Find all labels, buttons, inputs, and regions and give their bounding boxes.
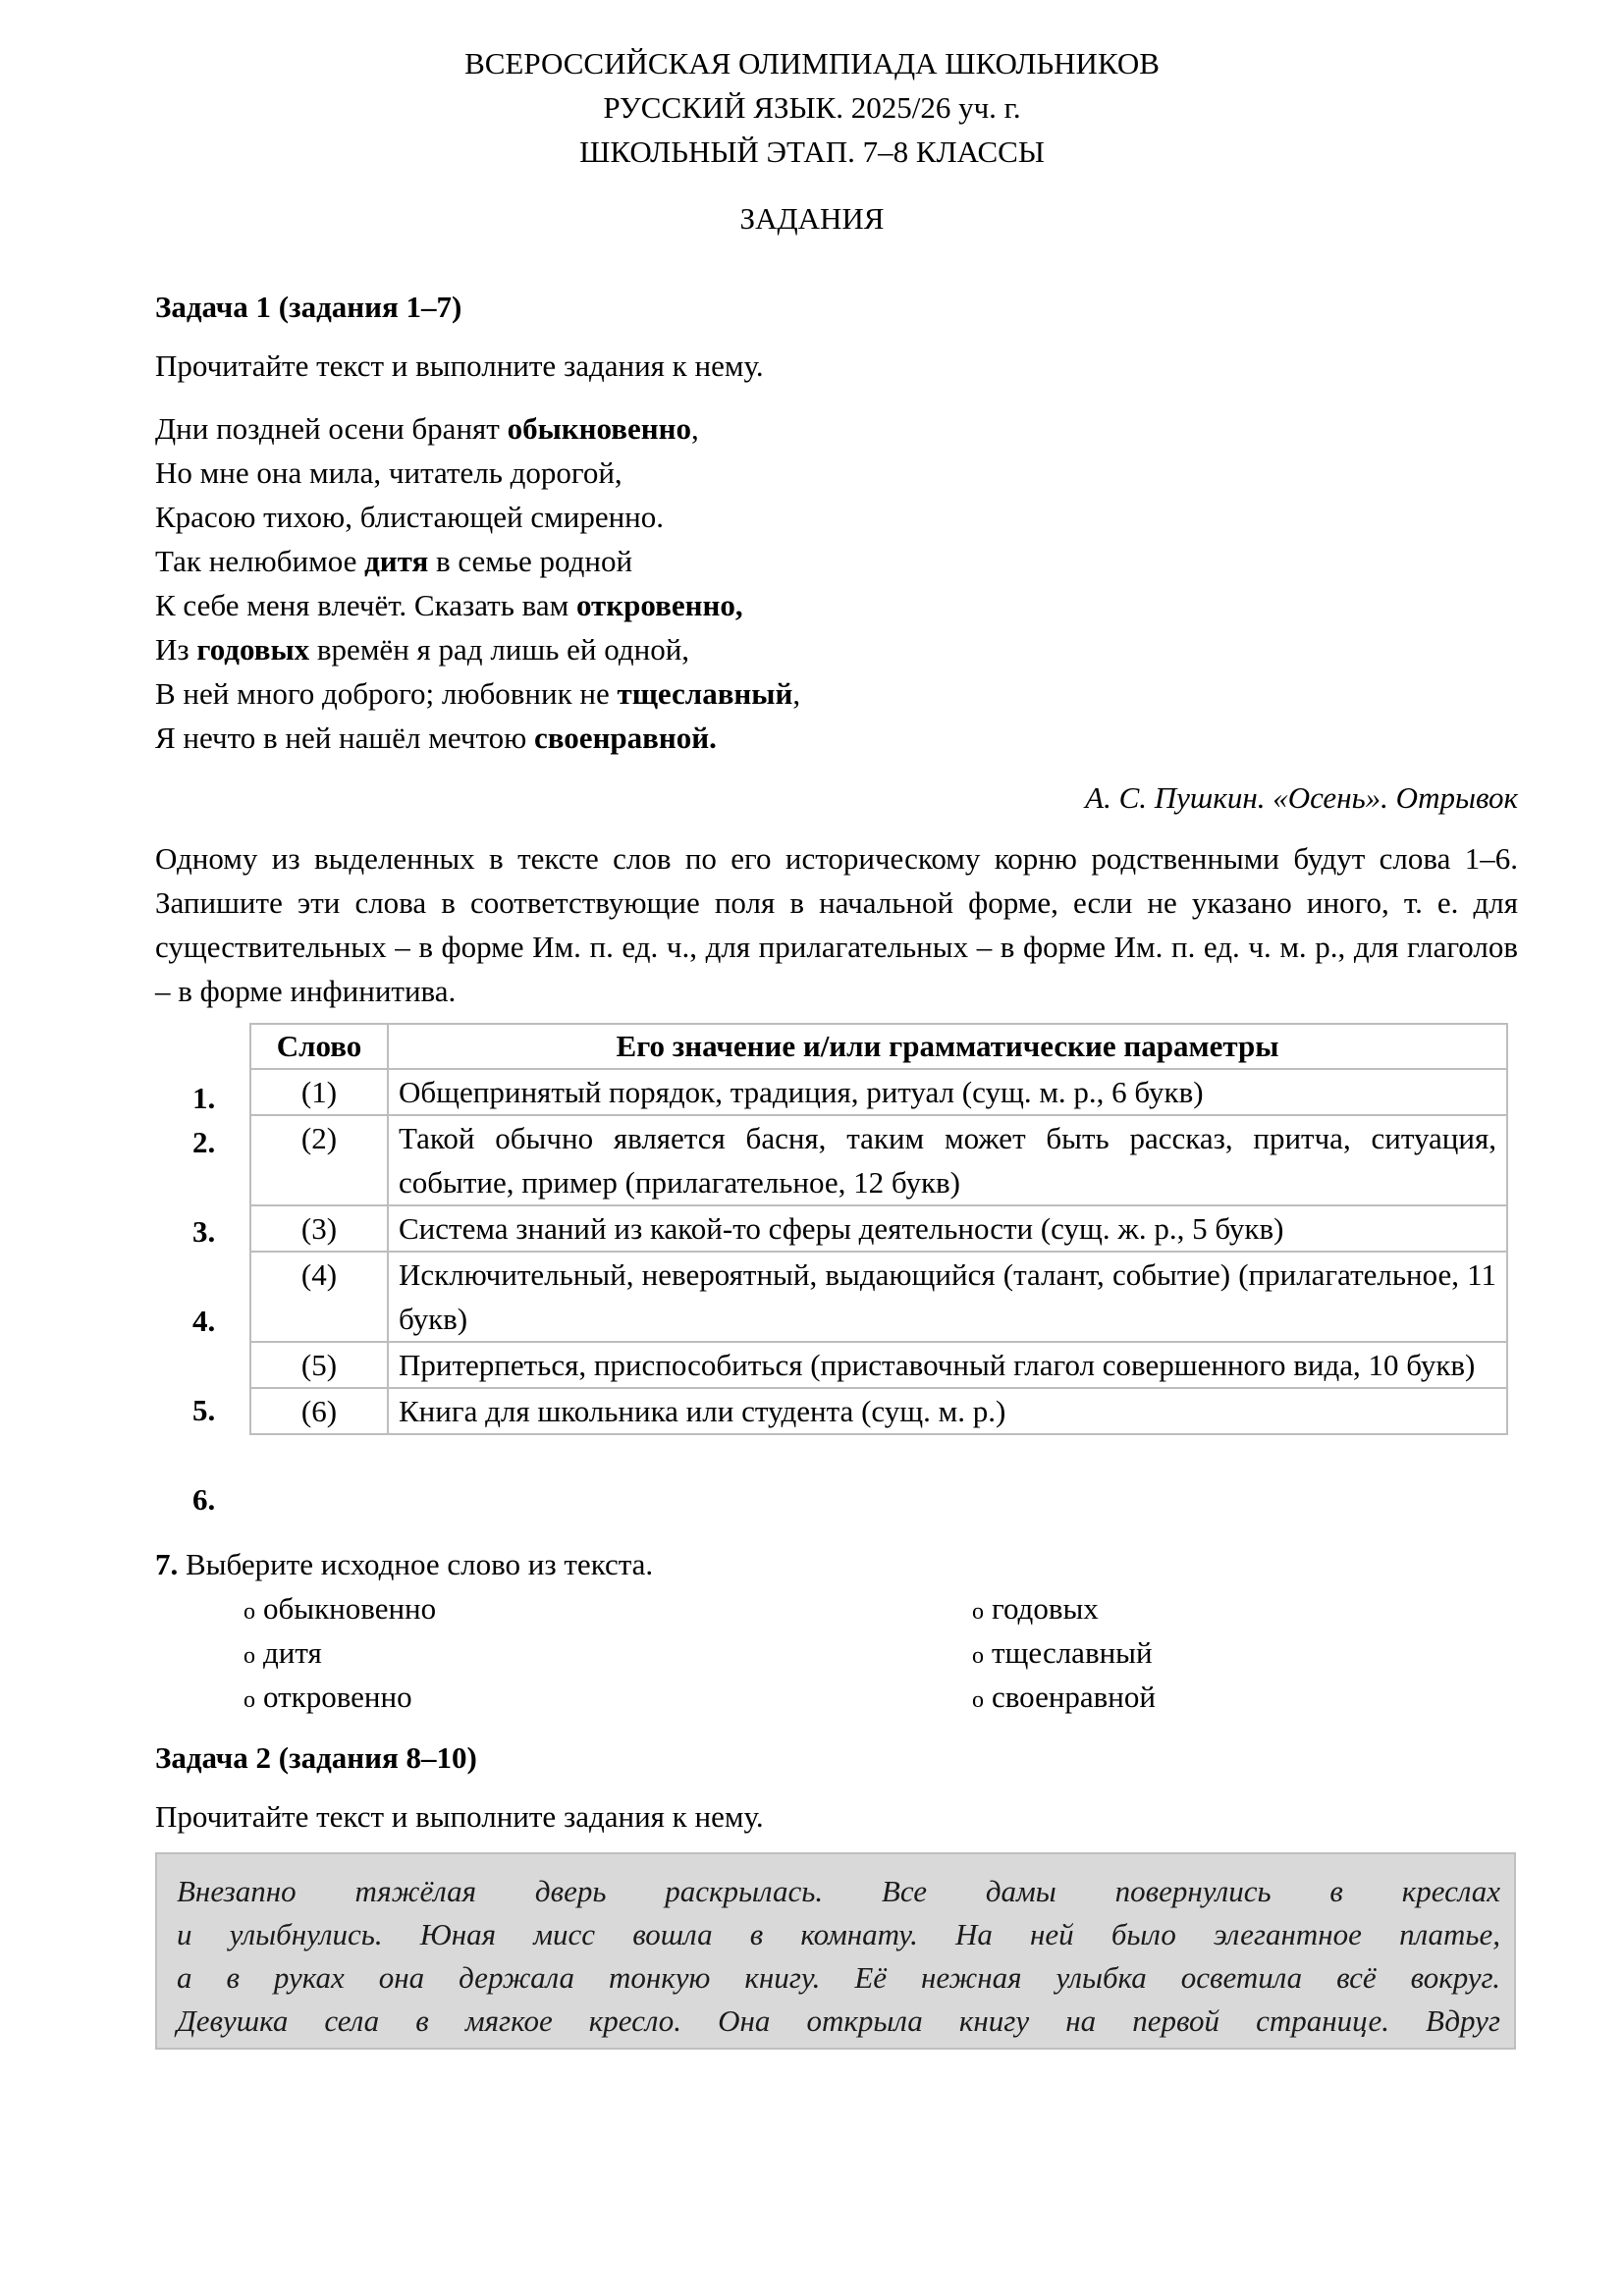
poem-line (155, 539, 1518, 583)
word-meaning: Исключительный, невероятный, выдающийся (талант, событие) (прилагательное, 11 букв) (388, 1252, 1507, 1342)
highlighted-word: откровенно, (575, 588, 743, 622)
table-header-row (250, 1024, 1507, 1069)
row-number: 4. (192, 1304, 216, 1338)
column-header-meaning: Его значение и/или грамматические параметры (388, 1024, 1507, 1069)
passage-line: Девушка села в мягкое кресло. Она открыла книгу на первой странице. Вдруг (177, 2003, 1500, 2038)
poem-text: Дни поздней осени бранят (155, 411, 508, 446)
poem-line (155, 583, 1518, 627)
poem-line (155, 716, 1518, 760)
word-field[interactable]: (6) (250, 1388, 388, 1434)
poem-text: К себе меня влечёт. Сказать вам (155, 588, 576, 622)
section-title-wrap (0, 196, 1624, 240)
poem-text: , (792, 676, 801, 711)
table-row (250, 1205, 1507, 1252)
option-label: дитя (263, 1635, 322, 1670)
row-number: 1. (192, 1081, 216, 1115)
option-label: годовых (992, 1591, 1099, 1626)
poem-line (155, 495, 1518, 539)
poem-line (155, 671, 1518, 716)
task1-subtitle: (задания 1–7) (278, 290, 462, 324)
row-number: 5. (192, 1393, 216, 1427)
question-text: Выберите исходное слово из текста. (178, 1547, 654, 1581)
word-field[interactable]: (4) (250, 1252, 388, 1342)
passage-line: и улыбнулись. Юная мисс вошла в комнату. На ней было элегантное платье, (177, 1917, 1500, 1951)
table-row (250, 1388, 1507, 1434)
stage-grades: ШКОЛЬНЫЙ ЭТАП. 7–8 КЛАССЫ (579, 134, 1045, 169)
option-label: своенравной (992, 1680, 1156, 1714)
olympiad-title: ВСЕРОССИЙСКАЯ ОЛИМПИАДА ШКОЛЬНИКОВ (464, 46, 1160, 80)
word-meaning: Общепринятый порядок, традиция, ритуал (сущ. м. р., 6 букв) (388, 1069, 1507, 1115)
option-label: тщеславный (992, 1635, 1153, 1670)
row-number: 6. (192, 1482, 216, 1517)
passage-line: Внезапно тяжёлая дверь раскрылась. Все дамы повернулись в креслах (177, 1874, 1500, 1908)
poem-attribution: А. С. Пушкин. «Осень». Отрывок (1085, 780, 1518, 815)
radio-circle-icon[interactable]: o (972, 1599, 984, 1625)
highlighted-word: годовых (196, 632, 310, 667)
table-row (250, 1252, 1507, 1342)
radio-option-otkrovenno[interactable] (244, 1675, 412, 1723)
section-title: ЗАДАНИЯ (739, 201, 885, 236)
poem-text: Но мне она мила, читатель дорогой, (155, 455, 623, 490)
radio-option-godovykh[interactable] (972, 1586, 1099, 1634)
poem-text: , (690, 411, 699, 446)
word-meaning: Такой обычно является басня, таким может быть рассказ, притча, ситуация, событие, пример (прилагательное, 12 букв) (388, 1115, 1507, 1205)
question-7 (155, 1542, 653, 1586)
poem-text: В ней много доброго; любовник не (155, 676, 618, 711)
words-table (249, 1023, 1508, 1435)
task1-instruction: Прочитайте текст и выполните задания к нему. (155, 348, 764, 383)
word-field[interactable]: (3) (250, 1205, 388, 1252)
word-field[interactable]: (2) (250, 1115, 388, 1205)
radio-option-ditya[interactable] (244, 1630, 322, 1679)
task1-heading (155, 285, 1518, 329)
radio-circle-icon[interactable]: o (244, 1599, 255, 1625)
word-field[interactable]: (5) (250, 1342, 388, 1388)
radio-circle-icon[interactable]: o (972, 1643, 984, 1669)
task2-instruction: Прочитайте текст и выполните задания к нему. (155, 1799, 764, 1834)
row-number: 3. (192, 1214, 216, 1249)
poem-text: Я нечто в ней нашёл мечтою (155, 721, 535, 755)
highlighted-word: своенравной. (534, 721, 717, 755)
table-row (250, 1342, 1507, 1388)
row-number: 2. (192, 1125, 216, 1159)
poem-text: в семье родной (428, 544, 633, 578)
column-header-word: Слово (250, 1024, 388, 1069)
task1-description: Одному из выделенных в тексте слов по его историческому корню родственными будут слова 1–6. Запишите эти слова в соответствующие поля в начальной форме, если не указано иного, т. е. для существительных – в форме Им. п. ед. ч., для прилагательных – в форме Им. п. ед. ч. м. р., для глаголов – в форме инфинитива. (155, 841, 1518, 1008)
radio-circle-icon[interactable]: o (244, 1643, 255, 1669)
poem-text: времён я рад лишь ей одной, (309, 632, 690, 667)
poem-text: Из (155, 632, 197, 667)
task2-subtitle: (задания 8–10) (278, 1740, 477, 1775)
table-row (250, 1115, 1507, 1205)
passage-line: а в руках она держала тонкую книгу. Её нежная улыбка осветила всё вокруг. (177, 1960, 1500, 1995)
word-meaning: Притерпеться, приспособиться (приставочный глагол совершенного вида, 10 букв) (388, 1342, 1507, 1388)
task2-heading (155, 1735, 1518, 1780)
poem-line (155, 406, 1518, 451)
poem (155, 406, 1518, 760)
table-row (250, 1069, 1507, 1115)
question-number: 7. (155, 1547, 179, 1581)
poem-line (155, 627, 1518, 671)
word-field[interactable]: (1) (250, 1069, 388, 1115)
highlighted-word: обыкновенно (507, 411, 691, 446)
subject-year: РУССКИЙ ЯЗЫК. 2025/26 уч. г. (603, 90, 1021, 125)
option-label: откровенно (263, 1680, 412, 1714)
poem-line (155, 451, 1518, 495)
document-header (0, 41, 1624, 174)
highlighted-word: тщеславный (617, 676, 793, 711)
radio-option-tshcheslavny[interactable] (972, 1630, 1153, 1679)
radio-option-obyknovenno[interactable] (244, 1586, 436, 1634)
word-meaning: Система знаний из какой-то сферы деятельности (сущ. ж. р., 5 букв) (388, 1205, 1507, 1252)
poem-text: Красою тихою, блистающей смиренно. (155, 500, 665, 534)
radio-circle-icon[interactable]: o (972, 1687, 984, 1713)
radio-circle-icon[interactable]: o (244, 1687, 255, 1713)
radio-option-svoenravnoy[interactable] (972, 1675, 1156, 1723)
task1-title: Задача 1 (155, 290, 272, 324)
reading-passage (155, 1852, 1516, 2050)
poem-text: Так нелюбимое (155, 544, 365, 578)
highlighted-word: дитя (364, 544, 429, 578)
word-meaning: Книга для школьника или студента (сущ. м. р.) (388, 1388, 1507, 1434)
option-label: обыкновенно (263, 1591, 437, 1626)
task2-title: Задача 2 (155, 1740, 272, 1775)
